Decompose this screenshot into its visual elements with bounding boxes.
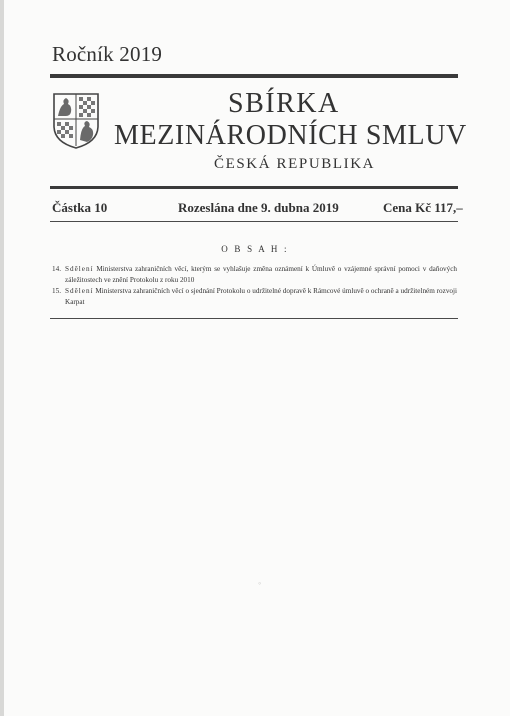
item-text-wrapper <box>65 264 457 285</box>
item-text-wrapper <box>65 286 457 307</box>
state-coat-of-arms-icon <box>52 92 100 150</box>
distribution-date: Rozeslána dne 9. dubna 2019 <box>178 200 339 215</box>
contents-bottom-rule <box>50 318 458 319</box>
item-label: Sdělení <box>65 265 94 273</box>
paper-smudge: ◦ <box>258 578 262 588</box>
item-label: Sdělení <box>65 287 94 295</box>
contents-heading: O B S A H : <box>221 244 289 254</box>
item-number: 15. <box>52 287 61 295</box>
volume-year: Ročník 2019 <box>52 42 163 66</box>
contents-item-15 <box>52 286 457 310</box>
header-bottom-rule <box>50 186 458 189</box>
publication-title-line2: MEZINÁRODNÍCH SMLUV <box>114 120 467 151</box>
contents-item-14 <box>52 264 457 288</box>
meta-rule <box>50 221 458 222</box>
item-number: 14. <box>52 265 61 273</box>
item-text: Ministerstva zahraničních věcí, kterým se vyhlašuje změna oznámení k Úmluvě o vzájemné správní pomoci v daňových záležitostech ve znění Protokolu z roku 2010 <box>65 265 458 284</box>
country-name: ČESKÁ REPUBLIKA <box>214 156 376 172</box>
publication-title-line1: SBÍRKA <box>228 88 340 119</box>
page-edge-shadow <box>0 0 4 716</box>
part-number: Částka 10 <box>52 200 108 215</box>
item-text: Ministerstva zahraničních věcí o sjednání Protokolu o udržitelné dopravě k Rámcové úmluvě o ochraně a udržitelném rozvoji Karpat <box>65 287 457 306</box>
header-top-rule <box>50 74 458 78</box>
price: Cena Kč 117,– <box>383 200 463 215</box>
